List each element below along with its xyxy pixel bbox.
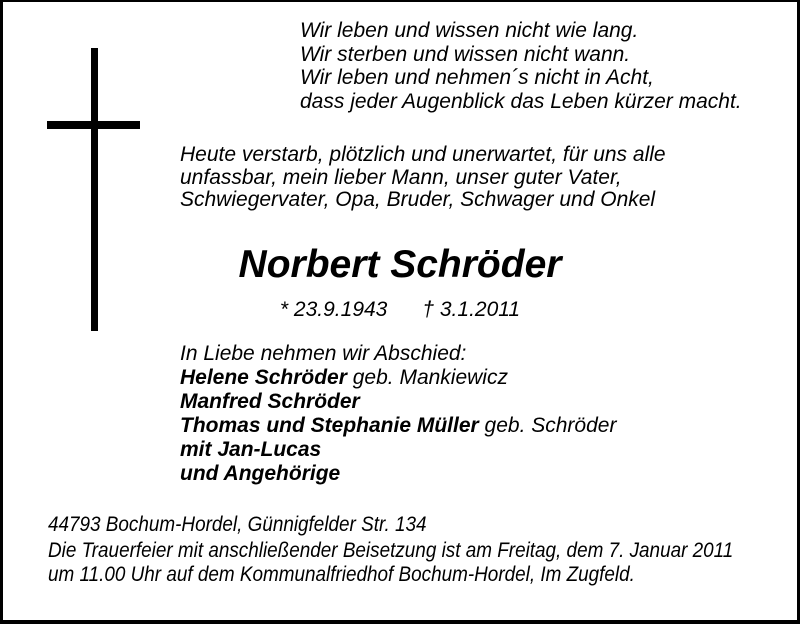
funeral-line: um 11.00 Uhr auf dem Kommunalfriedhof Bochum-Hordel, Im Zugfeld. (48, 563, 635, 586)
funeral-line: Die Trauerfeier mit anschließender Beisetzung ist am Freitag, dem 7. Januar 2011 (48, 539, 734, 562)
mourner-name: Thomas und Stephanie Müller (180, 414, 479, 437)
mourner-name: und Angehörige (180, 462, 341, 485)
mourner-name: Helene Schröder (180, 366, 347, 389)
poem-line: dass jeder Augenblick das Leben kürzer macht. (300, 89, 742, 113)
announcement-line: Schwiegervater, Opa, Bruder, Schwager und Onkel (180, 188, 656, 211)
announcement-line: Heute verstarb, plötzlich und unerwartet, für uns alle (180, 143, 666, 166)
epigraph-poem (300, 19, 742, 113)
poem-line: Wir leben und wissen nicht wie lang. (300, 19, 639, 42)
mourner-line (180, 414, 616, 438)
mourner-suffix: geb. Schröder (478, 414, 617, 437)
announcement-paragraph (180, 144, 666, 212)
deceased-name: Norbert Schröder (238, 243, 562, 286)
birth-date: * 23.9.1943 (279, 298, 388, 321)
cross-horizontal-bar (47, 121, 140, 129)
mourner-line (180, 366, 616, 390)
life-dates (3, 298, 797, 322)
announcement-line: unfassbar, mein lieber Mann, unser guter Vater, (180, 165, 622, 189)
farewell-intro: In Liebe nehmen wir Abschied: (180, 342, 467, 365)
mourners-block (180, 342, 616, 486)
mourner-name: Manfred Schröder (180, 390, 360, 413)
mourner-name: mit Jan-Lucas (180, 438, 322, 461)
funeral-info-block (48, 539, 800, 587)
mourner-line (180, 390, 616, 414)
mourner-line (180, 438, 616, 462)
poem-line: Wir sterben und wissen nicht wann. (300, 42, 631, 66)
poem-line: Wir leben und nehmen´s nicht in Acht, (300, 66, 654, 89)
address-block (48, 513, 469, 537)
address-line: 44793 Bochum-Hordel, Günnigfelder Str. 134 (48, 513, 427, 536)
cross-vertical-bar (91, 48, 98, 331)
mourner-suffix: geb. Mankiewicz (346, 366, 508, 389)
death-date: † 3.1.2011 (422, 298, 521, 321)
mourner-line (180, 462, 616, 486)
